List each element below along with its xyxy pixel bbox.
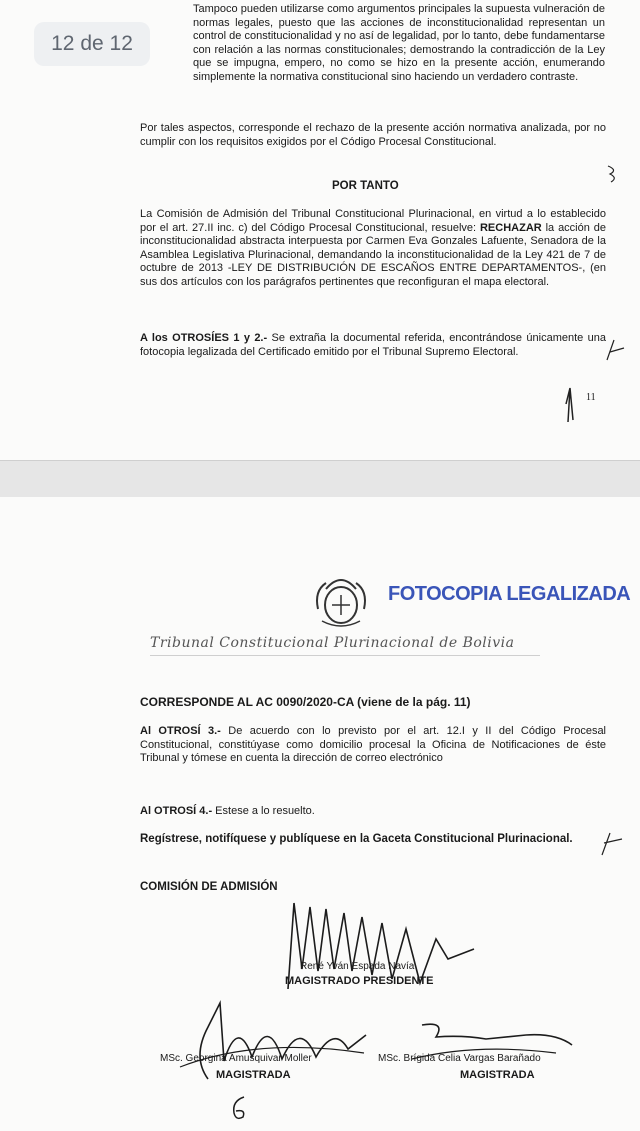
paragraph-constitutional-argument: Tampoco pueden utilizarse como argumentos principales la supuesta vulneración de normas legales, puesto que las acciones de inconstitucionalidad representan un control de constitucionalidad y no así de legalidad, por lo tanto, debe fundamentarse con relación a las normas constitucionales; demostrando la contradicción de la Ley que se impugna, empero, no como se hizo en la presente acción, enumerando simplemente la normativa constitucional sino haciendo un verdadero contraste. xyxy=(193,3,605,83)
signer-1-role: MAGISTRADO PRESIDENTE xyxy=(285,975,434,987)
page-number: 11 xyxy=(586,392,596,403)
paragraph-otrosi-4 xyxy=(140,805,606,819)
document-page-2 xyxy=(0,497,640,1131)
signer-3-role: MAGISTRADA xyxy=(460,1069,535,1081)
signer-2-name: MSc. Georgina Amusquivar Moller xyxy=(160,1053,312,1064)
otrosi-4-label: Al OTROSÍ 4.- xyxy=(140,805,213,817)
otrosies-1-2-label: A los OTROSÍES 1 y 2.- xyxy=(140,332,268,344)
paragraph-rejection-reason: Por tales aspectos, corresponde el rechazo de la presente acción normativa analizada, por no cumplir con los requisitos exigidos por el Código Procesal Constitucional. xyxy=(140,122,606,148)
margin-initial-mark-3 xyxy=(598,831,626,857)
letterhead-divider xyxy=(150,655,540,656)
document-page-1 xyxy=(0,0,640,461)
otrosi-3-label: Al OTROSÍ 3.- xyxy=(140,725,221,737)
resolution-details: la acción de inconstitucionalidad abstracta interpuesta por Carmen Eva Gonzales Lafuente, Senadora de la Asamblea Legislativa Plurinacional, demandando la inconstitucionalidad de la Ley 421 de 7 de octubre de 2013 -LEY DE DISTRIBUCIÓN DE ESCAÑOS ENTRE DEPARTAMENTOS-, (en sus dos artículos con los parágrafos pertinentes que reconfiguran el mapa electoral. xyxy=(140,221,606,288)
paragraph-otrosies-1-2 xyxy=(140,332,606,359)
signature-magistrada-2 xyxy=(406,1019,576,1075)
otrosi-4-text: Estese a lo resuelto. xyxy=(212,805,315,817)
margin-initial-mark-2 xyxy=(604,338,626,362)
comision-heading: COMISIÓN DE ADMISIÓN xyxy=(140,881,278,893)
margin-initial-mark xyxy=(606,164,620,184)
paragraph-registrese: Regístrese, notifíquese y publíquese en la Gaceta Constitucional Plurinacional. xyxy=(140,833,573,845)
page-count-badge: 12 de 12 xyxy=(34,22,150,66)
signer-2-role: MAGISTRADA xyxy=(216,1069,291,1081)
signer-3-name: MSc. Brígida Celia Vargas Barañado xyxy=(378,1053,541,1064)
otrosies-1-2-text: Se extraña la documental referida, encontrándose únicamente una fotocopia legalizada del Certificado emitido por el Tribunal Supremo Electoral. xyxy=(140,332,607,358)
bolivia-coat-of-arms-logo xyxy=(312,569,370,631)
rechazar-text: RECHAZAR xyxy=(479,221,542,234)
otrosi-3-text: De acuerdo con lo previsto por el art. 12.I y II del Código Procesal Constitucional, constitúyase como domicilio procesal la Oficina de Notificaciones de éste Tribunal y tómese en cuenta la dirección de correo electrónico xyxy=(140,725,607,764)
tribunal-letterhead: Tribunal Constitucional Plurinacional de Bolivia xyxy=(150,635,515,651)
corresponde-heading: CORRESPONDE AL AC 0090/2020-CA (viene de la pág. 11) xyxy=(140,695,471,709)
paragraph-resolution xyxy=(140,208,606,289)
paragraph-otrosi-3 xyxy=(140,725,606,766)
legalized-copy-stamp: FOTOCOPIA LEGALIZADA xyxy=(388,583,631,605)
signer-1-name: René Yván Espada Navía xyxy=(300,961,415,972)
heading-por-tanto: POR TANTO xyxy=(332,180,399,192)
handwritten-page-mark xyxy=(228,1093,250,1123)
initial-signature xyxy=(560,384,578,424)
resolution-intro: La Comisión de Admisión del Tribunal Constitucional Plurinacional, en virtud a lo establecido por el art. 27.II inc. c) del Código Procesal Constitucional, resuelve: xyxy=(140,208,606,234)
